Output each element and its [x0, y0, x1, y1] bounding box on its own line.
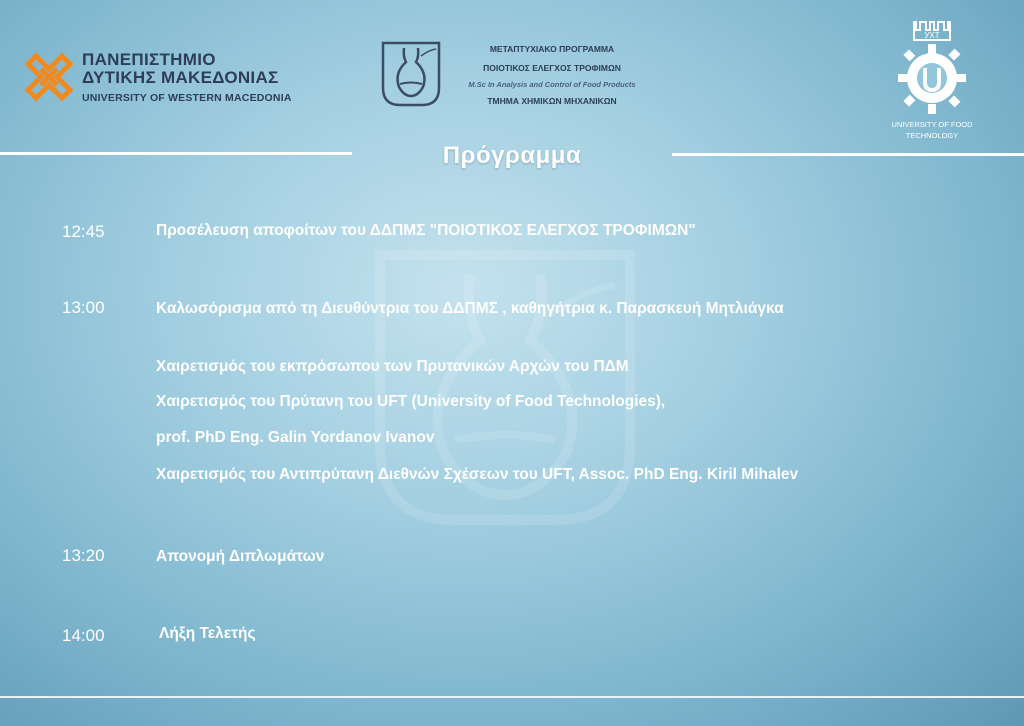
schedule-event-closing: Λήξη Τελετής: [159, 625, 256, 642]
schedule-time-1320: 13:20: [62, 546, 105, 565]
uft-monogram: УХТ: [924, 31, 940, 40]
flask-watermark-icon: [360, 245, 650, 530]
schedule-event-welcome: Καλωσόρισμα από τη Διευθύντρια του ΔΔΠΜΣ , καθηγήτρια κ. Παρασκευή Μητλιάγκα: [156, 300, 784, 317]
program-logo: [380, 40, 652, 108]
program-line1: ΜΕΤΑΠΤΥΧΙΑΚΟ ΠΡΟΓΡΑΜΜΑ: [489, 44, 615, 54]
schedule-event-rector-name: prof. PhD Eng. Galin Yordanov Ivanov: [156, 429, 435, 446]
program-line3: M.Sc In Analysis and Control of Food Products: [468, 80, 636, 89]
page-title: Πρόγραμμα: [442, 142, 582, 169]
schedule-event-greeting-vice-rector: Χαιρετισμός του Αντιπρύτανη Διεθνών Σχέσεων του UFT, Assoc. PhD Eng. Kiril Mihalev: [156, 466, 799, 483]
uft-name-line2: TECHNOLOGY: [905, 131, 959, 140]
uowm-name-line2: ΔΥΤΙΚΗΣ ΜΑΚΕΔΟΝΙΑΣ: [82, 67, 279, 87]
uowm-logo: [22, 50, 292, 104]
uft-gear-icon: [892, 18, 972, 118]
program-line2: ΠΟΙΟΤΙΚΟΣ ΕΛΕΓΧΟΣ ΤΡΟΦΙΜΩΝ: [483, 63, 621, 73]
schedule-event-diplomas: Απονομή Διπλωμάτων: [156, 548, 325, 565]
schedule-event-greeting-rector: Χαιρετισμός του Πρύτανη του UFT (University of Food Technologies),: [156, 393, 666, 410]
schedule-time-1400: 14:00: [62, 626, 105, 645]
divider-left: [0, 152, 352, 155]
flask-icon: [380, 40, 442, 108]
uowm-knot-icon: [22, 50, 76, 104]
schedule-event-arrival: Προσέλευση αποφοίτων του ΔΔΠΜΣ "ΠΟΙΟΤΙΚΟΣ ΕΛΕΓΧΟΣ ΤΡΟΦΙΜΩΝ": [156, 222, 696, 239]
divider-bottom: [0, 696, 1024, 698]
schedule-time-1245: 12:45: [62, 222, 105, 241]
schedule-time-1300: 13:00: [62, 298, 105, 317]
schedule-event-greeting-pdm: Χαιρετισμός του εκπρόσωπου των Πρυτανικών Αρχών του ΠΔΜ: [156, 358, 629, 375]
uowm-name-en: UNIVERSITY OF WESTERN MACEDONIA: [82, 91, 292, 104]
program-line4: ΤΜΗΜΑ ΧΗΜΙΚΩΝ ΜΗΧΑΝΙΚΩΝ: [487, 96, 617, 106]
uft-name-line1: UNIVERSITY OF FOOD: [891, 120, 973, 129]
uowm-name-line1: ΠΑΝΕΠΙΣΤΗΜΙΟ: [82, 49, 216, 69]
uft-logo: [888, 18, 976, 140]
divider-right: [672, 153, 1024, 156]
